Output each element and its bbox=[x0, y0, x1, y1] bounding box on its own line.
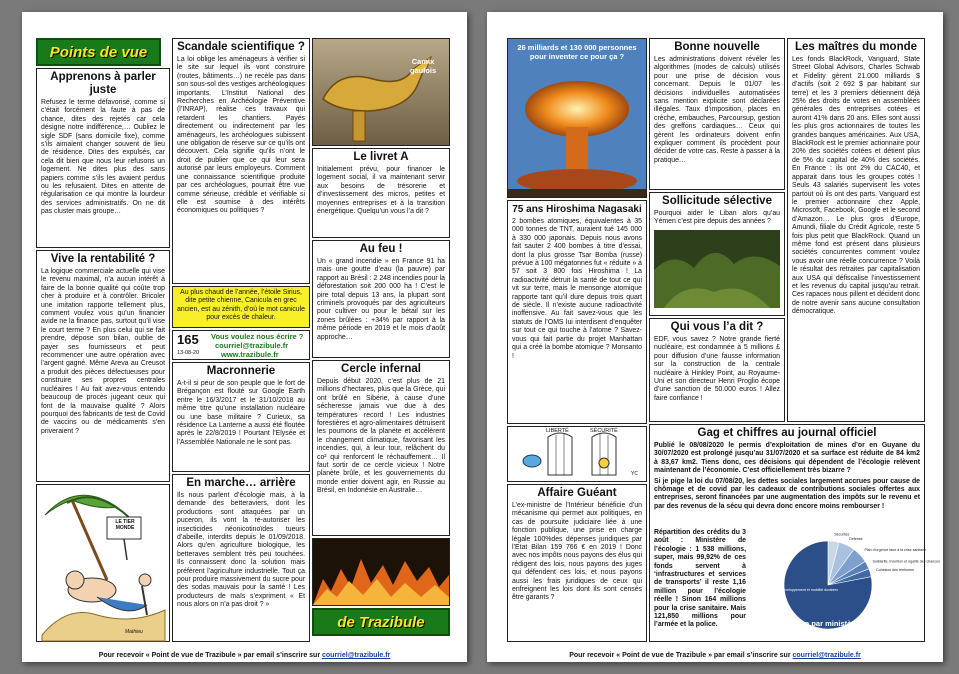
article-body: A-t-il si peur de son peuple que le fort de Brégançon est flouté sur Google Earth entre le 16/3/2017 et le 31/10/2018 au même titre qu’une installation nucléaire ou une base militaire ? Curieux, sa résidence La Lanterne a aussi été floutée après le 22/8/2019 ! Pourtant l’Elysée et l’Assemblée Nationale ne le sont pas. bbox=[177, 380, 305, 446]
article-title: En marche… arrière bbox=[186, 477, 296, 489]
article-apprenons bbox=[36, 68, 170, 248]
article-title: Qui vous l’a dit ? bbox=[670, 321, 764, 333]
issue-number: 165 bbox=[177, 332, 199, 347]
article-maitres-du-monde bbox=[787, 38, 925, 422]
atomic-bomb-image bbox=[507, 38, 647, 198]
pie-slice-label: Sécurités bbox=[834, 532, 850, 537]
camix-illustration bbox=[313, 39, 449, 145]
article-body: Les administrations doivent révéler les algorithmes (modes de calculs) utilisés pour une prise de décision vous concernant. Depuis le 01/07 les décisions individuelles automatisées sans mention explicite sont déclarées illégales. Taux d’imposition, places en crèche, embauches, Parcoursup, gestion des greffons cardiaques… Ceux qui gèrent les ordinateurs doivent enfin expliquer comment ils procèdent pour décider de votre cas. Reste à passer à la pratique… bbox=[654, 56, 780, 164]
article-scandale bbox=[172, 38, 310, 284]
canicule-note bbox=[172, 286, 310, 328]
article-bonne-nouvelle bbox=[649, 38, 785, 190]
gag-intro: Publié le 08/08/2020 le permis d’exploitation de mines d’or en Guyane du 30/07/2020 est prolongé jusqu’au 31/07/2020 et sa surface est réduite de 84 km2 à 83,67 km2. Tiens donc, ces décisions qui dépendent de l’écologie relèvent maintenant de l’économie. C’est officiellement très bizarre ? bbox=[654, 442, 920, 475]
newsletter-page-left bbox=[22, 12, 467, 662]
article-title: Sollicitude sélective bbox=[662, 195, 772, 207]
article-title: Cercle infernal bbox=[341, 363, 421, 375]
fire-illustration bbox=[313, 539, 449, 605]
logo-title-bottom: de Trazibule bbox=[337, 613, 425, 631]
pie-slice-label: Défense bbox=[849, 536, 863, 541]
camix-image bbox=[312, 38, 450, 146]
article-hiroshima bbox=[507, 200, 647, 424]
issue-email-link[interactable]: courriel@trazibule.fr bbox=[215, 341, 289, 350]
article-macronnerie bbox=[172, 362, 310, 472]
article-body: La loi oblige les aménageurs à vérifier si le site sur lequel ils vont construire (routes, bâtiments…) ne recèle pas dans son sous-sol des vestiges archéologiques importants. L’Institut National des Recherches en Archéologie Préventive (l’INRAP), réalise ces travaux qui retardent les chantiers. Payés directement ou indirectement par les aménageurs, les archéologues subissent une obligation de réserve sur ce qu’ils ont découvert. Cela signifie qu’ils n’ont le droit de publier que ce qui leur sera autorisé par leurs employeurs. Comment une connaissance scientifique produite par ces archéologues, pourrait être vue comme sérieuse, crédible et vérifiable si elle est soumise à des intérêts économiques ou politiques ? bbox=[177, 56, 305, 215]
article-au-feu bbox=[312, 240, 450, 358]
article-affaire-gueant bbox=[507, 484, 647, 642]
logo-title-top: Points de vue bbox=[49, 43, 148, 61]
article-title: Apprenons à parler juste bbox=[50, 71, 156, 96]
cartoon-liberte-securite bbox=[507, 426, 647, 482]
newsletter-page-right bbox=[487, 12, 943, 662]
article-title: Les maîtres du monde bbox=[794, 41, 918, 53]
cartoon-illustration bbox=[37, 485, 169, 641]
birdcage-illustration bbox=[508, 427, 646, 481]
pie-slice-label: Écologie, développement et mobilité durables bbox=[765, 588, 838, 592]
logo-de-trazibule bbox=[312, 608, 450, 636]
camix-caption: Camix gaulois bbox=[409, 57, 437, 75]
article-body: Pourquoi aider le Liban alors qu’au Yémen c’est pire depuis des années ? bbox=[654, 210, 780, 226]
canicule-text: Au plus chaud de l’année, l’étoile Sirius, dite petite chienne, Canicula en grec ancien, est au zénith, d’où le mot canicule pour excès de chaleur. bbox=[177, 289, 305, 322]
pie-slice-label: Solidarité, insertion et égalité des chances bbox=[872, 559, 940, 564]
article-body: L’ex-ministre de l’Intérieur bénéficie d’un mécanisme qui permet aux politiques, en cas de poursuite judiciaire liée à une fonction publique, une prise en charge légale 100%des dépenses juridiques par l’Etat Bilan 159 766 € en 2019 ! Donc avec nos impôts nous payons des élus qui rédigent des lois, nous payons des juges qui défendent ces lois, et nous payons aussi les frais juridiques de ceux qui enfreignent les lois dont ils sont censés être garants ? bbox=[512, 502, 642, 602]
cage-right-label: SÉCURITÉ bbox=[590, 428, 618, 434]
article-rentabilite bbox=[36, 250, 170, 482]
article-title: Le livret A bbox=[353, 151, 409, 163]
gag-para2: Si je pige la loi du 07/08/20, les dettes sociales largement accrues pour cause de chômage et de covid par les cadeaux de contributions sociales offertes aux entreprises, seront financées par une augmentation des impôts sur le revenu et par des revenus de la sécu qui devra donc encore moins rembourser ! bbox=[654, 477, 920, 510]
footer-text: Pour recevoir « Point de vue de Trazibule » par email s’inscrire sur bbox=[98, 652, 321, 659]
bomb-caption: 26 milliards et 130 000 personnes pour inventer ce pour ça ? bbox=[517, 43, 637, 61]
article-cercle-infernal bbox=[312, 360, 450, 536]
pie-slice-label: Plan d’urgence face à la crise sanitaire bbox=[864, 547, 927, 552]
cage-signature: YC bbox=[631, 471, 638, 477]
gag-credits: Répartition des crédits du 3 août : Ministère de l’écologie : 1 538 millions, super, mais 99,92% de ces fonds servent à ‘infrastructures et services de transports’ il reste 1,16 million pour l’écologie réelle ! Sinon 164 millions pour la crise sanitaire. Mais 121,850 millions pour l’armée et la police. bbox=[654, 529, 746, 629]
article-body: Ils nous parlent d’écologie mais, à la demande des betteraviers, dont les productions sont attaquées par un puceron, ils vont la ré-autoriser les insecticides néonicotinoïdes tueurs d’abeille, interdits depuis le 01/09/2018. Alors qu’en agriculture biologique, les betteraves semblent très peu touchées. Ils connaissent donc la solution mais préfèrent l’agriculture industrielle. Tout ça pour produire massivement du sucre pour des sodas mauvais pour la santé ! Les producteurs de maïs s’expriment « Et nous alors on n’a pas droit ? » bbox=[177, 492, 305, 609]
cartoon-tiers-monde bbox=[36, 484, 170, 642]
footer-right bbox=[487, 652, 943, 659]
issue-date: 13-08-20 bbox=[177, 350, 200, 356]
yemen-photo bbox=[654, 230, 780, 308]
article-body: Les fonds BlackRock, Vanguard, State Street Global Advisors, Charles Schwab et Fidelity gèrent 21.000 milliards $ d’actifs (soit 2 692 $ par habitant sur terre) et les 3 premiers détiennent déjà 25% des droits de votes en assemblées générales des entreprises cotées et auront 41% dans 20 ans. Elles sont aussi les plus gros actionnaires de toutes les grandes banques américaines. Aux USA, BlackRock est le premier actionnaire pour 20% des sociétés cotées et détient plus de 5% du capital de 40% des sociétés. En France : ils ont 2% du CAC40, et apparait dans tous les groupes cotés ! Seuls 43 salariés supervisent les votes partout où ils ont des parts. Vanguard est le premier actionnaire chez Apple, Microsoft, Facebook, Google et le second d’Amazon… Le plus gros d’Europe, Amundi, filiale du Crédit Agricole, reste 5 fois plus petit que BlackRock. Quand un même fond est présent dans plusieurs sociétés concurrentes comment voulez vous avoir une réelle concurrence ? Voilà le résultat des retraites par capitalisation aux USA qui défiscalise l’investissement et les revenus du capital jusqu’au retrait. Ces rapaces nous pillent et décident donc de notre avenir sans aucune consultation démocratique. bbox=[792, 56, 920, 316]
article-qui-vous-la-dit bbox=[649, 318, 785, 422]
article-body: Un « grand incendie » en France 91 ha mais une goutte d’eau (la pauvre) par rapport au Brésil : 2 248 incendies pour la déforestation soit 200 000 ha ! C’est le pire total depuis 13 ans, la plupart sont criminels provoqués par des agriculteurs pour cultiver ou pour le bétail sur les zones brûlées : +34% par rapport à la même période en 2019 et le mois d’août approche… bbox=[317, 258, 445, 341]
mushroom-cloud-illustration bbox=[508, 39, 646, 197]
article-sollicitude bbox=[649, 192, 785, 316]
article-title: Affaire Guéant bbox=[537, 487, 617, 499]
article-body: La logique commerciale actuelle qui vise le revenu maximal, n’a aucun intérêt à faire de la bonne qualité qui coûte trop cher à produire et à contrôler. Bricoler une imitation rapporte tellement plus, comment voulez vous qu’un financier avide ne la finance pas, surtout qu’il vise le court terme ? En plus celui qui se fait prendre, dépose son bilan, oublie de payer ses fournisseurs et peut recommencer une autre opération avec l’argent gagné. Même Areva au Creusot a produit des pièces défectueuses pour construire ses propres centrales nucléaires ! Au fait avez-vous entendu beaucoup de procès jugeant ceux qui font de la mauvaise qualité ? Alors pourquoi des fabricants de test de Covid de vaccins ou de médicaments s’en priveraient ? bbox=[41, 268, 165, 435]
pie-chart-title: Répartition par ministères des crédits affecté ce 8 août bbox=[769, 619, 905, 637]
issue-box bbox=[172, 330, 310, 360]
article-title: Vive la rentabilité ? bbox=[50, 253, 156, 265]
forest-fire-image bbox=[312, 538, 450, 606]
article-body: Refusez le terme défavorisé, comme si c’était forcément la faute à pas de chance, dites des rejetés car cela désigne notre indifférence,… Oubliez le sigle SDF (sans domicile fixe), comme s’ils aimaient changer souvent de lieu de résidence. Dites des expulsés, car cela dit bien que nous leur refusons un logement. Ne dites plus des sans papiers comme s’ils les avaient perdus ou les refusaient. Dites en attente de régularisation ce qui montre la lourdeur des services administratifs. On ne dit pas cluster mais groupe… bbox=[41, 99, 165, 216]
cage-left-label: LIBERTÉ bbox=[546, 428, 569, 434]
article-title: Bonne nouvelle bbox=[674, 41, 760, 53]
article-title: Au feu ! bbox=[359, 243, 403, 255]
footer-email-link[interactable]: courriel@trazibule.fr bbox=[792, 652, 861, 659]
logo-points-de-vue bbox=[36, 38, 161, 66]
footer-text: Pour recevoir « Point de vue de Trazibule » par email s’inscrire sur bbox=[569, 652, 791, 659]
article-body: Depuis début 2020, c’est plus de 21 millions d’hectares, plus que la Grèce, qui ont brûlé en Sibérie, à cause d’une sécheresse jamais vue due à des températures record ! Les industries forestières et agro-alimentaires détruisent les poumons de la planète et accélèrent le changement climatique, favorisant les incendies, qui, à leur tour, relâchent du co² qui renforcent le réchauffement… Il faut sortir de ce cercle vicieux ! Notre planète brûle, et les gouvernements du monde entier doivent agir, en Russie au Brésil, en Indonésie en Australie… bbox=[317, 378, 445, 495]
article-body: Initialement prévu, pour financer le logement social, il va maintenant servir aux besoins de trésorerie et d’investissement des micros, petites et moyennes entreprises et à la transition énergétique. Quelqu’un vous l’a dit ? bbox=[317, 166, 445, 216]
footer-left bbox=[22, 652, 467, 659]
pie-slice-label: Cohésion des territoires bbox=[876, 568, 914, 573]
pie-chart-panel bbox=[750, 529, 940, 639]
issue-cta: Vous voulez nous écrire ? bbox=[211, 332, 304, 341]
article-title: Macronnerie bbox=[206, 365, 276, 377]
article-body: 2 bombes atomiques, équivalentes à 35 000 tonnes de TNT, auraient tué 145 000 à 330 000 japonais. Depuis nous avons fait sauter 2 400 bombes à titre d’essai, dont la plus grosse Tsar Bomba (russe) prévue à 100 mégatonnes fut « réduite » à 57 soit 3 800 fois Hiroshima ! La radioactivité détruit la santé de tout ce qui vit sur terre, mais le mensonge atomique rapporte tant qu’il dure depuis trois quart de siècle. Il n’existe aucune radioactivité inoffensive. Au fait savez-vous que les statuts de l’OMS lui interdisent d’enquêter sur tout ce qui touche à l’atome ? Savez-vous qui fait partie du projet Manhattan qui a créé la bombe atomique ? Monsanto ! bbox=[512, 218, 642, 360]
article-title: Gag et chiffres au journal officiel bbox=[697, 427, 877, 439]
article-body: EDF, vous savez ? Notre grande fierté nucléaire, est condamnée à 5 millions £ pour diffusion d’une fausse information sur la construction de la centrale nucléaire à Hinkley Point, au Royaume-Uni et son directeur Henri Proglio écope d’une sanction de 50.000 euros ! Allez faire confiance ! bbox=[654, 336, 780, 402]
article-livret-a bbox=[312, 148, 450, 238]
cartoon-signature: Mathieu bbox=[125, 629, 143, 635]
footer-email-link[interactable]: courriel@trazibule.fr bbox=[322, 652, 391, 659]
article-en-marche bbox=[172, 474, 310, 642]
article-title: 75 ans Hiroshima Nagasaki bbox=[512, 204, 642, 215]
article-title: Scandale scientifique ? bbox=[177, 41, 305, 53]
issue-site-link[interactable]: www.trazibule.fr bbox=[221, 350, 279, 359]
article-gag-chiffres bbox=[649, 424, 940, 642]
cartoon-sign-text: LE TIER MONDE bbox=[115, 519, 135, 531]
